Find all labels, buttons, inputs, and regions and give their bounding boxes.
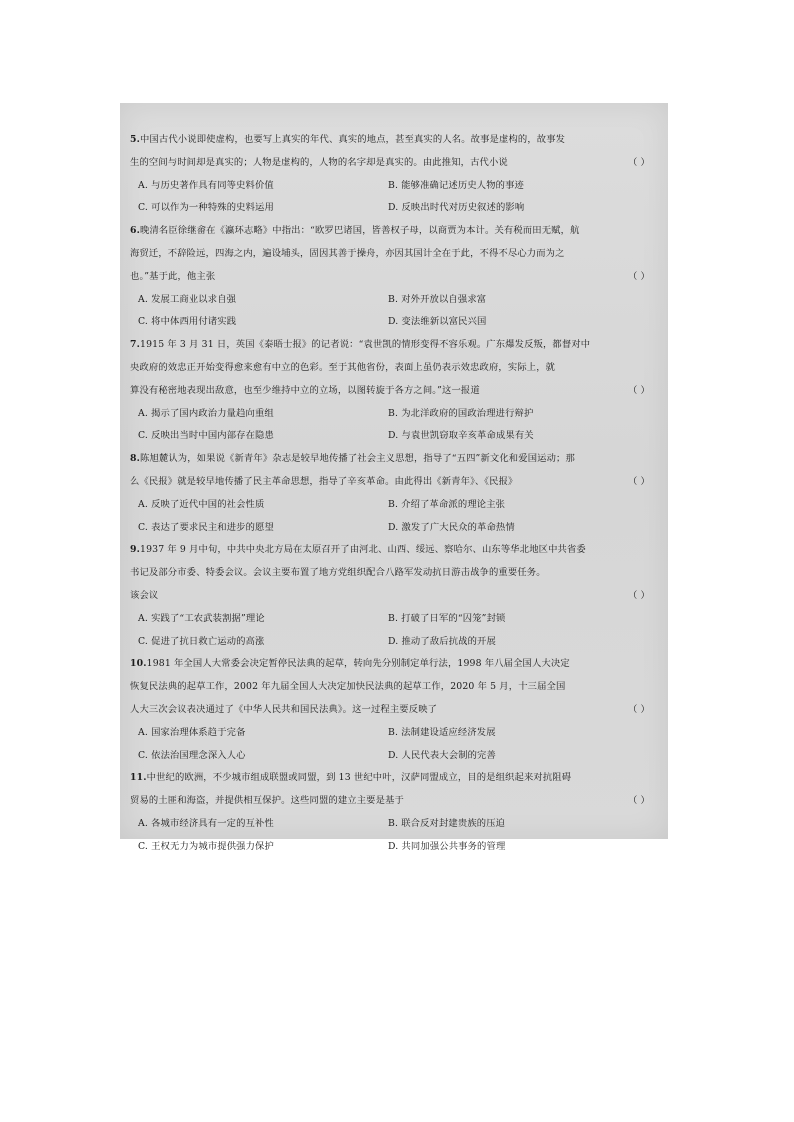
- stem-text: 该会议: [130, 589, 159, 601]
- stem-text: 书记及部分市委、特委会议。会议主要布置了地方党组织配合八路军发动抗日游击战争的重要任务。: [130, 567, 546, 579]
- stem-text: 海贸迁，不辞险远，四海之内，遍设埔头，固因其善于操舟，亦因其国计全在于此，不得不尽心力而为之: [130, 247, 565, 259]
- option-d: D. 与袁世凯窃取辛亥革命成果有关: [388, 430, 534, 442]
- question-stem-line: [130, 448, 660, 471]
- option-c: C. 可以作为一种特殊的史料运用: [138, 202, 274, 214]
- option-a: A. 国家治理体系趋于完备: [138, 726, 246, 738]
- option-list: [130, 403, 660, 449]
- option-b: B. 能够准确记述历史人物的事迹: [388, 179, 525, 191]
- option-b: B. 联合反对封建贵族的压迫: [388, 817, 506, 829]
- option-list: [130, 175, 660, 221]
- stem-text: 晚清名臣徐继畲在《瀛环志略》中指出：“欧罗巴诸国，皆善权子母，以商贾为本计。关有税而田无赋，航: [140, 225, 580, 237]
- question-stem-line: [130, 152, 660, 175]
- question-number: 7.: [130, 339, 141, 351]
- option-a: A. 反映了近代中国的社会性质: [138, 498, 265, 510]
- option-a: A. 实践了“工农武装割据”理论: [138, 612, 265, 624]
- question-stem-line: [130, 243, 660, 266]
- stem-text: 中世纪的欧洲，不少城市组成联盟或同盟，到 13 世纪中叶，汉萨同盟成立，目的是组织起来对抗阻碍: [146, 772, 572, 784]
- answer-parentheses: （ ）: [628, 589, 650, 601]
- option-c: C. 表达了要求民主和进步的愿望: [138, 521, 274, 533]
- question-7: [130, 334, 660, 448]
- question-stem-line: [130, 471, 660, 494]
- option-c: C. 依法治国理念深入人心: [138, 749, 246, 761]
- question-5: [130, 129, 660, 220]
- question-number: 5.: [130, 134, 141, 145]
- stem-text: 人大三次会议表决通过了《中华人民共和国民法典》。这一过程主要反映了: [130, 703, 438, 715]
- stem-text: 也。”基于此，他主张: [130, 270, 216, 282]
- option-d: D. 共同加强公共事务的管理: [388, 840, 506, 852]
- question-stem-line: [130, 539, 660, 562]
- question-11: [130, 767, 660, 858]
- answer-parentheses: （ ）: [628, 156, 650, 168]
- stem-text: 么《民报》就是较早地传播了民主革命思想，指导了辛亥革命。由此得出《新青年》、《民报》: [130, 475, 518, 487]
- exam-page-photo: [120, 103, 668, 852]
- option-d: D. 人民代表大会制的完善: [388, 749, 496, 761]
- option-c: C. 王权无力为城市提供强力保护: [138, 840, 274, 852]
- option-b: B. 对外开放以自强求富: [388, 293, 487, 305]
- question-number: 8.: [130, 453, 141, 465]
- option-d: D. 激发了广大民众的革命热情: [388, 521, 515, 533]
- stem-text: 中国古代小说即使虚构，也要写上真实的年代、真实的地点，甚至真实的人名。故事是虚构的，故事发: [140, 134, 566, 145]
- question-stem-line: [130, 266, 660, 289]
- question-number: 6.: [130, 225, 141, 237]
- question-6: [130, 220, 660, 334]
- option-c: C. 促进了抗日救亡运动的高涨: [138, 635, 265, 647]
- answer-parentheses: （ ）: [628, 475, 650, 487]
- option-b: B. 打破了日军的“囚笼”封锁: [388, 612, 506, 624]
- answer-parentheses: （ ）: [628, 384, 650, 396]
- question-stem-line: [130, 699, 660, 722]
- option-b: B. 为北洋政府的国政治理进行辩护: [388, 407, 534, 419]
- option-list: [130, 813, 660, 859]
- option-a: A. 各城市经济具有一定的互补性: [138, 817, 274, 829]
- stem-text: 1981 年全国人大常委会决定暂停民法典的起草，转向先分别制定单行法，1998 年八届全国人大决定: [146, 658, 570, 670]
- question-stem-line: [130, 676, 660, 699]
- question-stem-line: [130, 129, 660, 152]
- option-a: A. 与历史著作具有同等史料价值: [138, 179, 274, 191]
- option-a: A. 揭示了国内政治力量趋向重组: [138, 407, 274, 419]
- answer-parentheses: （ ）: [628, 795, 650, 807]
- question-stem-line: [130, 585, 660, 608]
- option-c: C. 将中体西用付诸实践: [138, 316, 237, 328]
- question-sheet: [130, 129, 660, 859]
- question-8: [130, 448, 660, 539]
- stem-text: 恢复民法典的起草工作，2002 年九届全国人大决定加快民法典的起草工作，2020 年 5 月，十三届全国: [130, 681, 566, 693]
- option-b: B. 法制建设适应经济发展: [388, 726, 496, 738]
- question-stem-line: [130, 220, 660, 243]
- stem-text: 央政府的效忠正开始变得愈来愈有中立的色彩。至于其他省份，表面上虽仍表示效忠政府，实际上，就: [130, 361, 556, 373]
- answer-parentheses: （ ）: [628, 703, 650, 715]
- question-stem-line: [130, 380, 660, 403]
- question-number: 9.: [130, 544, 141, 556]
- stem-text: 1915 年 3 月 31 日，英国《泰晤士报》的记者说：“袁世凯的情形变得不容乐观。广东爆发反叛，都督对中: [140, 339, 591, 351]
- question-stem-line: [130, 334, 660, 357]
- option-b: B. 介绍了革命派的理论主张: [388, 498, 506, 510]
- question-stem-line: [130, 562, 660, 585]
- question-9: [130, 539, 660, 653]
- question-stem-line: [130, 790, 660, 813]
- stem-text: 1937 年 9 月中旬，中共中央北方局在太原召开了由河北、山西、绥远、察哈尔、山东等华北地区中共省委: [140, 544, 586, 556]
- question-stem-line: [130, 767, 660, 790]
- question-number: 10.: [130, 658, 147, 670]
- stem-text: 算没有秘密地表现出敌意，也至少维持中立的立场，以图转旋于各方之间。”这一报道: [130, 384, 480, 396]
- option-d: D. 反映出时代对历史叙述的影响: [388, 202, 525, 214]
- answer-parentheses: （ ）: [628, 270, 650, 282]
- question-number: 11.: [130, 772, 147, 784]
- question-stem-line: [130, 653, 660, 676]
- stem-text: 陈旭麓认为，如果说《新青年》杂志是较早地传播了社会主义思想，指导了“五四”新文化和爱国运动；那: [140, 453, 575, 465]
- option-list: [130, 608, 660, 654]
- option-list: [130, 722, 660, 768]
- option-c: C. 反映出当时中国内部存在隐患: [138, 430, 274, 442]
- option-a: A. 发展工商业以求自强: [138, 293, 237, 305]
- stem-text: 生的空间与时间却是真实的；人物是虚构的，人物的名字却是真实的。由此推知，古代小说: [130, 156, 508, 168]
- option-d: D. 变法维新以富民兴国: [388, 316, 487, 328]
- option-d: D. 推动了敌后抗战的开展: [388, 635, 496, 647]
- stem-text: 贸易的土匪和海盗，并提供相互保护。这些同盟的建立主要是基于: [130, 795, 404, 807]
- question-stem-line: [130, 357, 660, 380]
- option-list: [130, 494, 660, 540]
- question-10: [130, 653, 660, 767]
- option-list: [130, 289, 660, 335]
